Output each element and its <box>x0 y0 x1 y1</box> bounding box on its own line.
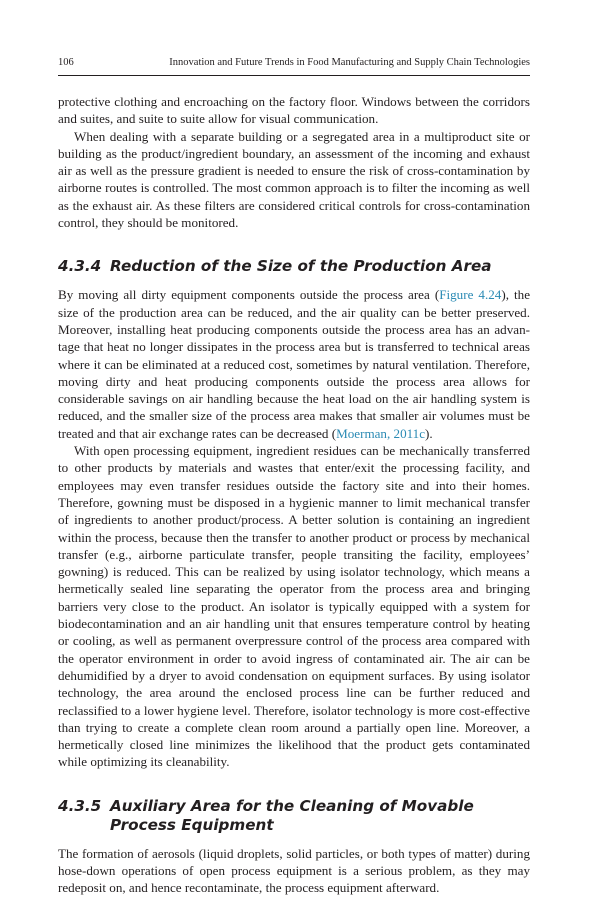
section-heading-4-3-5 <box>58 797 530 835</box>
section-number: 4.3.5 <box>58 796 102 815</box>
page-number: 106 <box>58 57 74 68</box>
paragraph-air-filtering: When dealing with a separate building or a segregated area in a multiproduct site or building as the product/ingredient boundary, an assessment of the incoming and exhaust air as well as the pressure gradient is needed to ensure the risk of cross-contamination by airborne routes is controlled. The most common approach is to filter the incoming as well as the exhaust air. As these filters are considered critical controls for cross-contamination control, they should be monitored. <box>58 128 530 231</box>
header-rule <box>58 75 530 76</box>
running-header-title: Innovation and Future Trends in Food Manufacturing and Supply Chain Technologies <box>169 57 530 68</box>
section-number: 4.3.4 <box>58 257 102 276</box>
section-title: Auxiliary Area for the Cleaning of Movable Process Equipment <box>110 796 474 834</box>
paragraph-reduction-size <box>58 286 530 442</box>
section-heading-4-3-4 <box>58 257 530 276</box>
citation-link[interactable]: Moerman, 2011c <box>336 425 426 441</box>
section-title: Reduction of the Size of the Production Area <box>110 257 492 276</box>
paragraph-continued: protective clothing and encroaching on the factory floor. Windows between the corridors and suites, and suite to suite allow for visual communication. <box>58 94 530 127</box>
paragraph-text: ). <box>425 425 433 441</box>
paragraph-isolator-technology: With open processing equipment, ingredient residues can be mechanically transferred to other products by materials and wastes that enter/exit the processing facility, and employees may even transfer residues outside the factory site and into their homes. Therefore, gowning must be disposed in a hygienic manner to limit mechanical transfer of ingredients to another product/process. A better solution is containing an ingredient within the process, because then the transfer to another product or process by mechanical transfer (e.g., airborne particulate transfer, people transiting the facility, employees’ gowning) is reduced. This can be realized by using isolator technology, which means a hermetically sealed line separating the operator from the process area and bringing barriers very close to the product. An isolator is typically equipped with a system for biodecontamination and an air handling unit that ensures temperature control by heating or cooling, as well as permanent overpressure control of the process area compared with the operator environment in order to avoid ingress of contaminated air. The air can be dehumidified by a dryer to avoid condensation on equipment surfaces. By using isolator technology, the area around the enclosed process line can be further reduced and reclassified to a lower hygiene level. Therefore, isolator technology is more cost-effective than trying to create a complete clean room around a partially open line. Moreover, a hermetically closed line minimizes the likelihood that the product gets contaminated while optimizing its cleanability. <box>58 443 530 770</box>
paragraph-text: By moving all dirty equipment components outside the process area ( <box>58 287 440 303</box>
figure-reference-link[interactable]: Figure 4.24 <box>439 287 502 303</box>
paragraph-aerosols: The formation of aerosols (liquid droplets, solid particles, or both types of matter) during hose-down operations of open process equipment is a serious problem, as they may redeposit on, and hence recontaminate, the process equipment afterward. <box>58 845 530 896</box>
paragraph-text: ), the size of the production area can be reduced, and the air quality can be better preserved. Moreover, installing heat producing components outside the process area has an advantage that heat no longer dissipates in the process area but is transferred to technical areas where it can be eliminated at a reduced cost, sometimes by natural ventilation. Therefore, moving dirty and heat producing components outside the process area allows for considerable savings on air handling because the heat load on the air handling system is reduced, and the smaller size of the process area makes that smaller air volumes must be treated and that air exchange rates can be decreased ( <box>58 287 531 441</box>
page-body <box>58 93 530 897</box>
